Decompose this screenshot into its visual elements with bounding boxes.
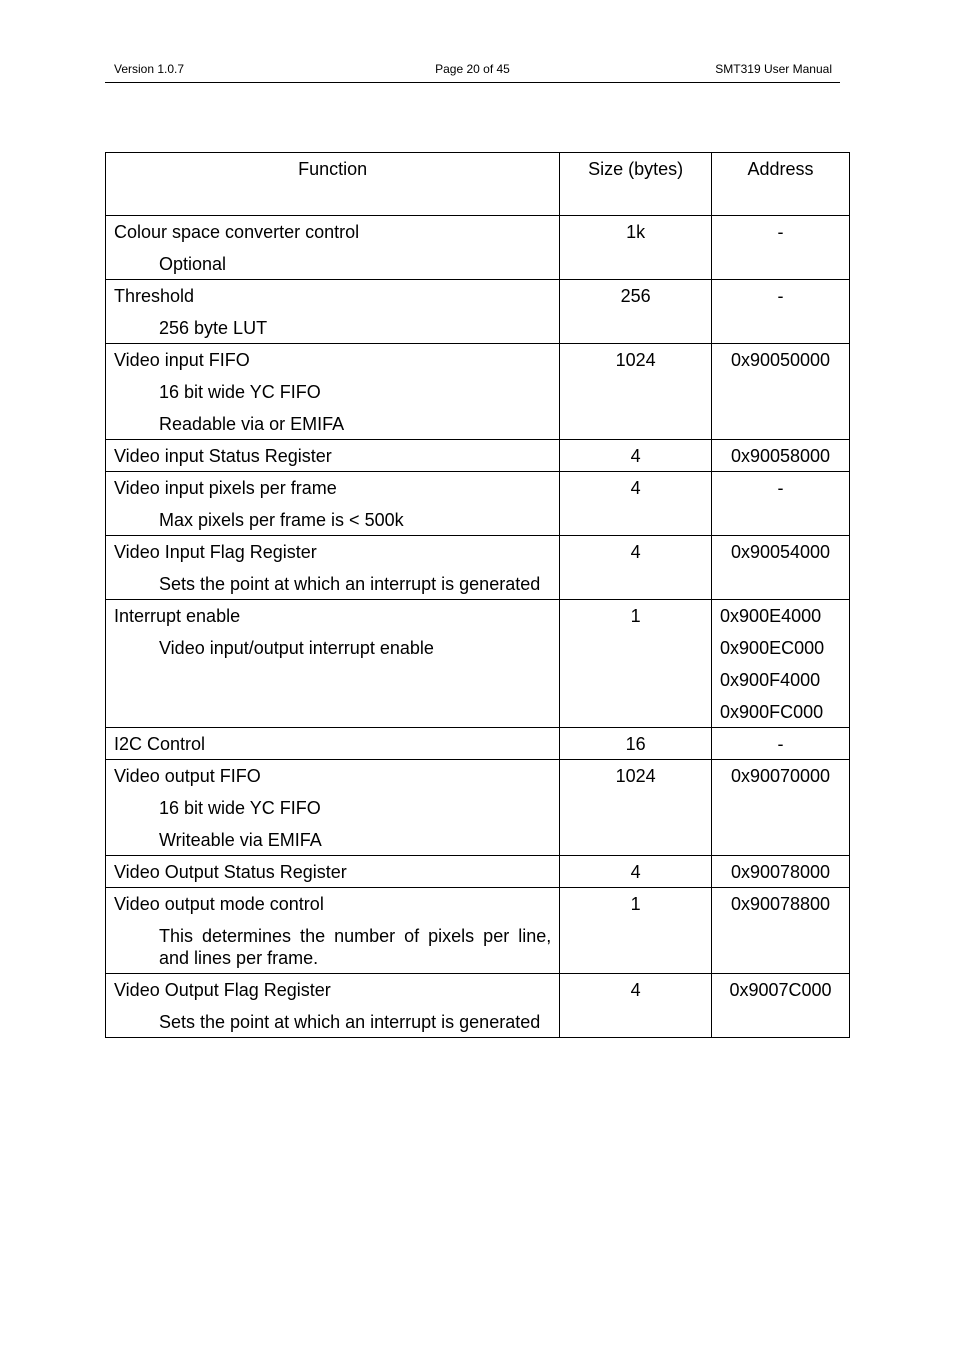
address-value: 0x900F4000	[720, 670, 821, 690]
table-row	[106, 472, 850, 536]
function-description: Sets the point at which an interrupt is generated	[159, 574, 541, 594]
function-name: Video input pixels per frame	[114, 478, 337, 498]
function-description: Readable via or EMIFA	[159, 414, 345, 434]
function-cell	[106, 728, 560, 760]
table-body	[106, 216, 850, 1038]
address-value: 0x90054000	[730, 542, 831, 562]
address-cell	[712, 440, 850, 472]
address-value: -	[777, 222, 784, 242]
size-cell: 256	[560, 280, 712, 344]
function-cell	[106, 344, 560, 440]
function-description: 256 byte LUT	[159, 318, 268, 338]
function-name: Video output FIFO	[114, 766, 261, 786]
table-row	[106, 536, 850, 600]
document-title: SMT319 User Manual	[715, 62, 832, 76]
function-name: I2C Control	[114, 734, 206, 754]
function-cell	[106, 216, 560, 280]
function-name: Video output mode control	[114, 894, 324, 914]
page-header	[105, 62, 840, 83]
address-value: 0x90078000	[730, 862, 831, 882]
size-cell: 16	[560, 728, 712, 760]
function-name: Colour space converter control	[114, 222, 360, 242]
address-cell	[712, 856, 850, 888]
function-name: Interrupt enable	[114, 606, 241, 626]
column-header-size: Size (bytes)	[560, 153, 712, 216]
function-cell	[106, 536, 560, 600]
table-row	[106, 856, 850, 888]
function-name: Video input Status Register	[114, 446, 332, 466]
function-cell	[106, 856, 560, 888]
address-cell	[712, 760, 850, 856]
address-value: 0x90078800	[730, 894, 831, 914]
function-name: Threshold	[114, 286, 195, 306]
address-value: 0x900E4000	[720, 606, 822, 626]
register-map-table	[105, 152, 850, 1038]
function-description: Optional	[159, 254, 227, 274]
address-value: 0x90070000	[730, 766, 831, 786]
address-cell	[712, 344, 850, 440]
function-description: Max pixels per frame is < 500k	[159, 510, 404, 530]
column-header-function: Function	[106, 153, 560, 216]
table-row	[106, 600, 850, 728]
address-value: 0x90050000	[730, 350, 831, 370]
address-cell	[712, 888, 850, 974]
address-value: -	[777, 286, 784, 306]
size-cell: 1k	[560, 216, 712, 280]
table-row	[106, 280, 850, 344]
address-cell	[712, 536, 850, 600]
function-description: Video input/output interrupt enable	[159, 638, 434, 658]
address-cell	[712, 728, 850, 760]
address-value: -	[777, 478, 784, 498]
column-header-address: Address	[712, 153, 850, 216]
table-row	[106, 216, 850, 280]
function-cell	[106, 440, 560, 472]
function-name: Video input FIFO	[114, 350, 250, 370]
address-value: 0x9007C000	[729, 980, 832, 1000]
address-value: 0x90058000	[730, 446, 831, 466]
address-cell	[712, 974, 850, 1038]
function-cell	[106, 472, 560, 536]
address-cell	[712, 280, 850, 344]
address-cell	[712, 472, 850, 536]
function-cell	[106, 974, 560, 1038]
page-number: Page 20 of 45	[435, 62, 510, 76]
function-cell	[106, 600, 560, 728]
table-row	[106, 344, 850, 440]
function-description: This determines the number of pixels per line, and lines per frame.	[159, 926, 552, 968]
function-cell	[106, 888, 560, 974]
address-cell	[712, 216, 850, 280]
function-description: Writeable via EMIFA	[159, 830, 322, 850]
table-header-row	[106, 153, 850, 216]
function-name: Video Output Status Register	[114, 862, 347, 882]
size-cell: 4	[560, 856, 712, 888]
table-row	[106, 728, 850, 760]
table-row	[106, 440, 850, 472]
address-cell	[712, 600, 850, 728]
function-cell	[106, 760, 560, 856]
function-name: Video Input Flag Register	[114, 542, 317, 562]
size-cell: 1	[560, 600, 712, 728]
size-cell: 4	[560, 472, 712, 536]
table-row	[106, 888, 850, 974]
size-cell: 4	[560, 974, 712, 1038]
function-description: Sets the point at which an interrupt is generated	[159, 1012, 541, 1032]
size-cell: 1024	[560, 344, 712, 440]
address-value: -	[777, 734, 784, 754]
size-cell: 1024	[560, 760, 712, 856]
size-cell: 4	[560, 440, 712, 472]
function-description: 16 bit wide YC FIFO	[159, 798, 321, 818]
document-version: Version 1.0.7	[114, 62, 185, 76]
table-row	[106, 760, 850, 856]
size-cell: 4	[560, 536, 712, 600]
address-value: 0x900EC000	[720, 638, 825, 658]
address-value: 0x900FC000	[720, 702, 824, 722]
function-description: 16 bit wide YC FIFO	[159, 382, 321, 402]
function-cell	[106, 280, 560, 344]
table-row	[106, 974, 850, 1038]
size-cell: 1	[560, 888, 712, 974]
function-name: Video Output Flag Register	[114, 980, 331, 1000]
